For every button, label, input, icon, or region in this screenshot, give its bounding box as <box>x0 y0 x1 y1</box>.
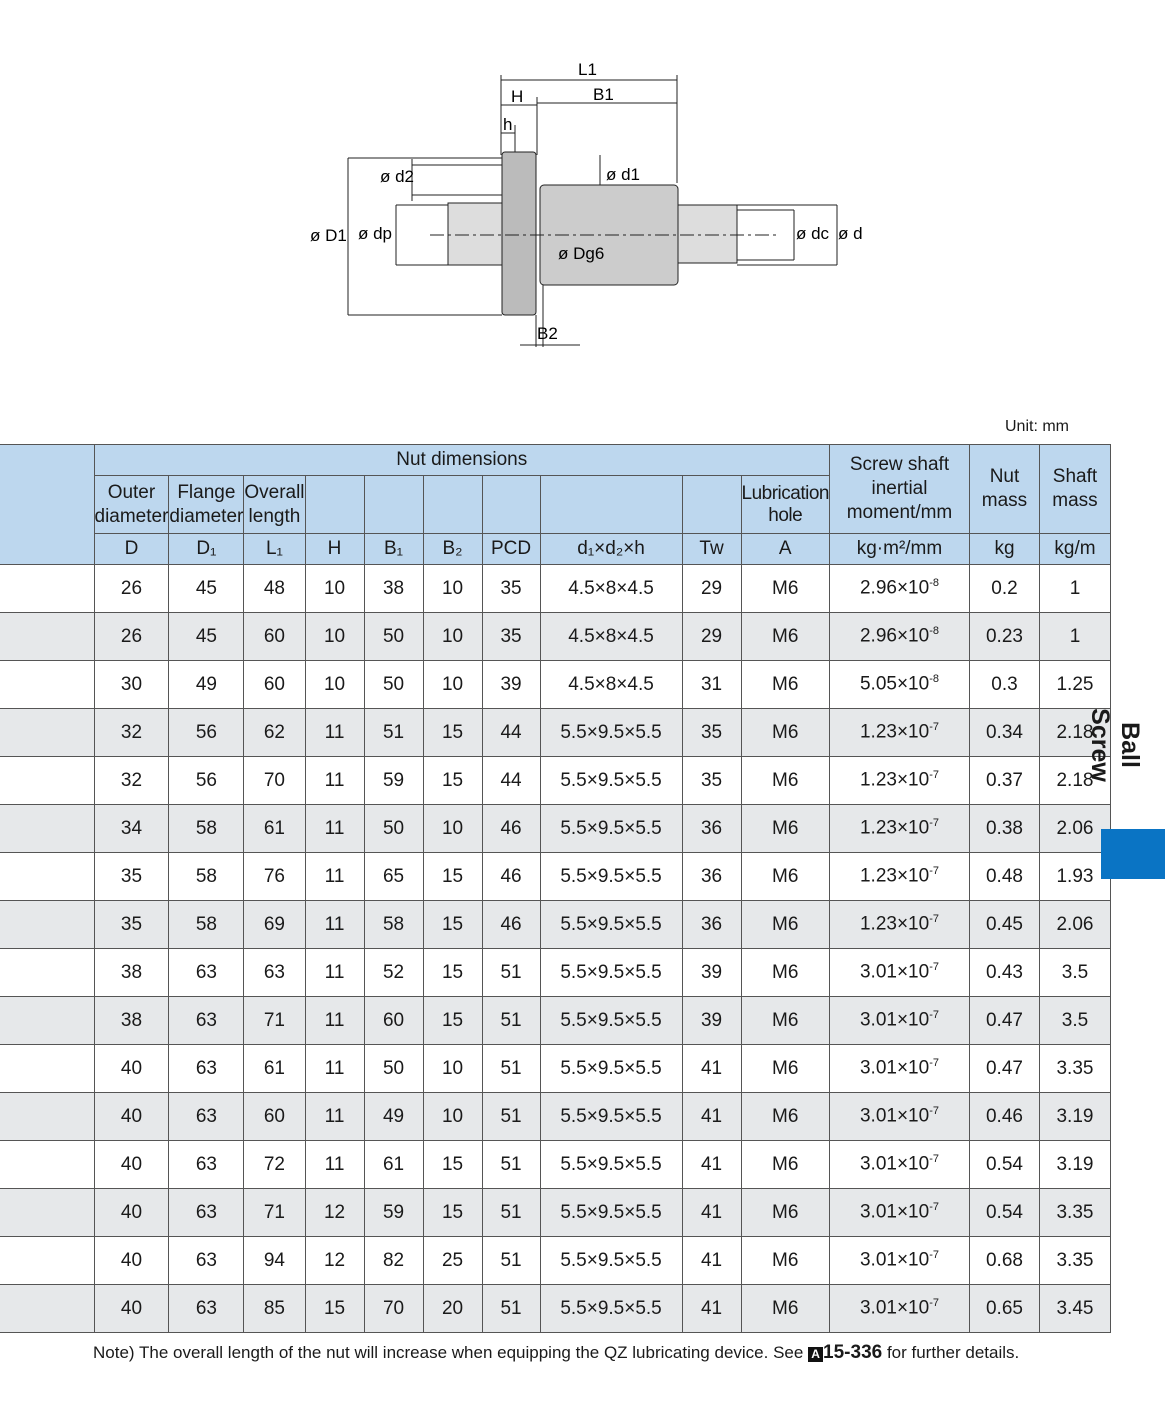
table-cell: 32 <box>94 757 169 805</box>
table-cell: 1 <box>1039 613 1110 661</box>
table-cell: 61 <box>244 1045 305 1093</box>
table-cell: 71 <box>244 1189 305 1237</box>
table-cell: 39 <box>682 949 741 997</box>
table-cell: 59 <box>364 1189 423 1237</box>
dim-D1: ø D1 <box>310 226 347 245</box>
table-cell: 51 <box>482 1189 540 1237</box>
table-cell: 12 <box>305 1237 364 1285</box>
table-cell: 5.5×9.5×5.5 <box>540 949 682 997</box>
table-cell: 0.45 <box>969 901 1039 949</box>
table-cell: 36 <box>682 805 741 853</box>
table-row <box>0 805 1110 853</box>
table-cell: 15 <box>423 1189 482 1237</box>
table-cell: 2.18 <box>1039 709 1110 757</box>
table-cell: 35 <box>482 613 540 661</box>
table-cell: 63 <box>169 1141 244 1189</box>
header-shaft-mass: Shaft mass <box>1039 445 1110 534</box>
table-cell: 3.35 <box>1039 1237 1110 1285</box>
table-cell: 15 <box>423 901 482 949</box>
table-cell: 3.35 <box>1039 1045 1110 1093</box>
table-cell: 29 <box>682 565 741 613</box>
table-cell: 5.5×9.5×5.5 <box>540 1285 682 1333</box>
table-cell: 40 <box>94 1093 169 1141</box>
table-cell: 3.45 <box>1039 1285 1110 1333</box>
table-cell: $1.23\times 10^{-7}$ <box>829 709 969 757</box>
header-symbol: B₂ <box>423 534 482 565</box>
table-cell: 0.37 <box>969 757 1039 805</box>
table-row <box>0 997 1110 1045</box>
table-cell: 58 <box>364 901 423 949</box>
table-cell: 0.43 <box>969 949 1039 997</box>
table-cell: 5.5×9.5×5.5 <box>540 853 682 901</box>
table-cell: M6 <box>741 709 829 757</box>
header-nut-mass: Nut mass <box>969 445 1039 534</box>
table-cell: 56 <box>169 709 244 757</box>
table-cell: 5.5×9.5×5.5 <box>540 1237 682 1285</box>
header-overall: Overall length <box>244 476 305 534</box>
table-cell: 35 <box>482 565 540 613</box>
table-cell: 38 <box>364 565 423 613</box>
row-lead <box>0 709 94 757</box>
table-cell: 60 <box>244 1093 305 1141</box>
table-cell: 29 <box>682 613 741 661</box>
table-cell: M6 <box>741 1189 829 1237</box>
table-cell: 1 <box>1039 565 1110 613</box>
table-cell: 65 <box>364 853 423 901</box>
table-cell: 38 <box>94 949 169 997</box>
table-cell: 63 <box>169 1285 244 1333</box>
table-cell: 50 <box>364 613 423 661</box>
table-cell: 34 <box>94 805 169 853</box>
table-cell: 48 <box>244 565 305 613</box>
table-cell: 10 <box>305 613 364 661</box>
table-cell: 11 <box>305 901 364 949</box>
table-cell: M6 <box>741 853 829 901</box>
table-cell: 60 <box>244 661 305 709</box>
table-cell: 32 <box>94 709 169 757</box>
table-row <box>0 901 1110 949</box>
table-cell: 50 <box>364 1045 423 1093</box>
table-cell: 38 <box>94 997 169 1045</box>
dim-d2: ø d2 <box>380 167 415 186</box>
table-cell: 62 <box>244 709 305 757</box>
table-cell: 69 <box>244 901 305 949</box>
table-cell: M6 <box>741 565 829 613</box>
dim-Dg6: ø Dg6 <box>558 244 605 263</box>
row-lead <box>0 1141 94 1189</box>
table-cell: 3.19 <box>1039 1141 1110 1189</box>
table-cell: M6 <box>741 661 829 709</box>
table-cell: 4.5×8×4.5 <box>540 661 682 709</box>
dim-d: ø d <box>838 224 863 243</box>
table-cell: $3.01\times 10^{-7}$ <box>829 1237 969 1285</box>
row-lead <box>0 1237 94 1285</box>
dim-dc: ø dc <box>796 224 830 243</box>
header-symbol: D <box>94 534 169 565</box>
table-cell: M6 <box>741 1093 829 1141</box>
header-outer: Outer diameter <box>94 476 169 534</box>
table-cell: 11 <box>305 1093 364 1141</box>
table-cell: 5.5×9.5×5.5 <box>540 757 682 805</box>
table-cell: $3.01\times 10^{-7}$ <box>829 1141 969 1189</box>
table-cell: 11 <box>305 709 364 757</box>
table-cell: 35 <box>682 757 741 805</box>
ref-link[interactable]: 15-336 <box>823 1342 883 1363</box>
header-lub: Lubrication hole <box>741 476 829 534</box>
table-cell: 10 <box>423 1093 482 1141</box>
table-cell: 5.5×9.5×5.5 <box>540 1141 682 1189</box>
table-cell: 3.35 <box>1039 1189 1110 1237</box>
table-cell: 82 <box>364 1237 423 1285</box>
table-cell: 11 <box>305 805 364 853</box>
table-cell: 15 <box>423 853 482 901</box>
table-cell: 60 <box>244 613 305 661</box>
table-cell: 63 <box>169 949 244 997</box>
table-cell: 49 <box>169 661 244 709</box>
table-cell: $3.01\times 10^{-7}$ <box>829 1189 969 1237</box>
table-cell: 1.25 <box>1039 661 1110 709</box>
table-cell: 46 <box>482 805 540 853</box>
table-cell: 51 <box>482 1285 540 1333</box>
table-cell: $3.01\times 10^{-7}$ <box>829 1045 969 1093</box>
table-cell: M6 <box>741 1045 829 1093</box>
table-row <box>0 613 1110 661</box>
table-cell: M6 <box>741 949 829 997</box>
table-cell: 63 <box>169 1189 244 1237</box>
table-cell: 3.5 <box>1039 997 1110 1045</box>
table-cell: 0.2 <box>969 565 1039 613</box>
table-cell: M6 <box>741 997 829 1045</box>
row-lead <box>0 565 94 613</box>
table-cell: M6 <box>741 757 829 805</box>
table-row <box>0 1045 1110 1093</box>
table-cell: 51 <box>482 949 540 997</box>
ref-icon: A <box>808 1347 823 1362</box>
table-row <box>0 1141 1110 1189</box>
table-cell: 10 <box>423 565 482 613</box>
table-cell: M6 <box>741 613 829 661</box>
table-cell: $3.01\times 10^{-7}$ <box>829 949 969 997</box>
header-nut-dimensions: Nut dimensions <box>94 445 829 476</box>
table-cell: 40 <box>94 1285 169 1333</box>
table-cell: 39 <box>682 997 741 1045</box>
note: Note) The overall length of the nut will increase when equipping the QZ lubricating device. See A 15-336 for further details. <box>93 1342 1020 1363</box>
table-cell: 4.5×8×4.5 <box>540 613 682 661</box>
table-cell: 40 <box>94 1141 169 1189</box>
table-cell: 51 <box>482 1093 540 1141</box>
table-cell: 52 <box>364 949 423 997</box>
table-cell: 31 <box>682 661 741 709</box>
table-cell: 44 <box>482 709 540 757</box>
table-cell: 41 <box>682 1285 741 1333</box>
row-lead <box>0 1285 94 1333</box>
table-cell: 49 <box>364 1093 423 1141</box>
table-cell: 63 <box>169 1237 244 1285</box>
table-cell: 35 <box>94 853 169 901</box>
table-cell: 0.47 <box>969 997 1039 1045</box>
row-lead <box>0 853 94 901</box>
table-cell: 46 <box>482 901 540 949</box>
table-cell: 44 <box>482 757 540 805</box>
table-cell: 46 <box>482 853 540 901</box>
table-cell: 15 <box>423 949 482 997</box>
table-cell: $1.23\times 10^{-7}$ <box>829 805 969 853</box>
table-row <box>0 1189 1110 1237</box>
table-cell: 35 <box>94 901 169 949</box>
table-cell: 76 <box>244 853 305 901</box>
table-cell: $2.96\times 10^{-8}$ <box>829 565 969 613</box>
table-cell: 40 <box>94 1237 169 1285</box>
table-row <box>0 661 1110 709</box>
table-cell: $1.23\times 10^{-7}$ <box>829 901 969 949</box>
side-tab <box>1101 829 1165 879</box>
table-cell: 85 <box>244 1285 305 1333</box>
table-cell: 0.23 <box>969 613 1039 661</box>
table-cell: $3.01\times 10^{-7}$ <box>829 1285 969 1333</box>
table-cell: M6 <box>741 1141 829 1189</box>
table-row <box>0 757 1110 805</box>
table-cell: 63 <box>169 1045 244 1093</box>
header-symbol: kg·m²/mm <box>829 534 969 565</box>
table-cell: $5.05\times 10^{-8}$ <box>829 661 969 709</box>
table-cell: 56 <box>169 757 244 805</box>
dim-B2: B2 <box>537 324 558 343</box>
table-cell: 36 <box>682 853 741 901</box>
nut-dimensions-table <box>0 444 1111 1333</box>
table-cell: M6 <box>741 805 829 853</box>
table-cell: 5.5×9.5×5.5 <box>540 1189 682 1237</box>
table-cell: 10 <box>423 1045 482 1093</box>
row-lead <box>0 901 94 949</box>
row-lead <box>0 805 94 853</box>
row-lead <box>0 997 94 1045</box>
side-label: Ball Screw <box>1086 708 1144 782</box>
table-row <box>0 1093 1110 1141</box>
dim-d1: ø d1 <box>606 165 641 184</box>
table-cell: 51 <box>482 1141 540 1189</box>
table-cell: 5.5×9.5×5.5 <box>540 901 682 949</box>
table-cell: 63 <box>244 949 305 997</box>
table-cell: 41 <box>682 1045 741 1093</box>
table-cell: 5.5×9.5×5.5 <box>540 709 682 757</box>
header-symbol: Tw <box>682 534 741 565</box>
row-lead <box>0 613 94 661</box>
header-inertia: Screw shaft inertial moment/mm <box>829 445 969 534</box>
table-cell: 2.06 <box>1039 901 1110 949</box>
table-row <box>0 565 1110 613</box>
table-cell: 2.06 <box>1039 805 1110 853</box>
table-cell: 63 <box>169 1093 244 1141</box>
table-cell: 41 <box>682 1237 741 1285</box>
table-cell: 51 <box>482 997 540 1045</box>
table-cell: 10 <box>423 613 482 661</box>
table-cell: 61 <box>364 1141 423 1189</box>
table-cell: 0.48 <box>969 853 1039 901</box>
table-cell: 11 <box>305 853 364 901</box>
table-cell: 5.5×9.5×5.5 <box>540 997 682 1045</box>
table-cell: 25 <box>423 1237 482 1285</box>
table-cell: 71 <box>244 997 305 1045</box>
dim-dp: ø dp <box>358 224 393 243</box>
table-cell: 10 <box>305 661 364 709</box>
dim-B1: B1 <box>593 85 614 104</box>
dim-H: H <box>511 87 524 106</box>
table-cell: $1.23\times 10^{-7}$ <box>829 757 969 805</box>
header-symbol: D₁ <box>169 534 244 565</box>
table-row <box>0 853 1110 901</box>
table-cell: 30 <box>94 661 169 709</box>
table-cell: 10 <box>423 661 482 709</box>
table-cell: 58 <box>169 853 244 901</box>
table-cell: 0.47 <box>969 1045 1039 1093</box>
row-lead <box>0 1093 94 1141</box>
table-cell: 0.34 <box>969 709 1039 757</box>
table-cell: 59 <box>364 757 423 805</box>
table-cell: 5.5×9.5×5.5 <box>540 805 682 853</box>
table-cell: $1.23\times 10^{-7}$ <box>829 853 969 901</box>
table-cell: 41 <box>682 1093 741 1141</box>
table-cell: 11 <box>305 997 364 1045</box>
table-cell: 50 <box>364 661 423 709</box>
table-cell: M6 <box>741 901 829 949</box>
table-cell: 58 <box>169 901 244 949</box>
table-cell: 5.5×9.5×5.5 <box>540 1045 682 1093</box>
table-cell: 60 <box>364 997 423 1045</box>
header-symbol: d₁×d₂×h <box>540 534 682 565</box>
table-cell: 40 <box>94 1189 169 1237</box>
table-cell: $3.01\times 10^{-7}$ <box>829 997 969 1045</box>
table-cell: 11 <box>305 1045 364 1093</box>
table-cell: 0.38 <box>969 805 1039 853</box>
table-cell: 15 <box>423 757 482 805</box>
table-cell: 10 <box>305 565 364 613</box>
table-row <box>0 709 1110 757</box>
table-cell: 11 <box>305 757 364 805</box>
table-cell: M6 <box>741 1237 829 1285</box>
table-cell: 70 <box>244 757 305 805</box>
table-cell: 63 <box>169 997 244 1045</box>
table-cell: 0.3 <box>969 661 1039 709</box>
ball-screw-nut-drawing <box>300 55 880 355</box>
table-cell: 10 <box>423 805 482 853</box>
table-cell: 15 <box>305 1285 364 1333</box>
dim-h: h <box>503 115 513 134</box>
table-cell: 41 <box>682 1189 741 1237</box>
header-symbol: kg <box>969 534 1039 565</box>
table-cell: 3.5 <box>1039 949 1110 997</box>
row-lead <box>0 1045 94 1093</box>
table-cell: 61 <box>244 805 305 853</box>
header-symbol: kg/m <box>1039 534 1110 565</box>
table-cell: 58 <box>169 805 244 853</box>
header-symbol: H <box>305 534 364 565</box>
table-cell: $2.96\times 10^{-8}$ <box>829 613 969 661</box>
table-row <box>0 1237 1110 1285</box>
table-cell: 0.54 <box>969 1141 1039 1189</box>
unit-label: Unit: mm <box>1005 418 1069 435</box>
table-cell: 11 <box>305 1141 364 1189</box>
table-cell: 35 <box>682 709 741 757</box>
table-cell: 51 <box>482 1237 540 1285</box>
row-lead <box>0 1189 94 1237</box>
table-cell: M6 <box>741 1285 829 1333</box>
table-row <box>0 949 1110 997</box>
table-cell: 94 <box>244 1237 305 1285</box>
dim-L1: L1 <box>578 60 597 79</box>
table-cell: 50 <box>364 805 423 853</box>
table-cell: 11 <box>305 949 364 997</box>
table-cell: 5.5×9.5×5.5 <box>540 1093 682 1141</box>
table-cell: 0.46 <box>969 1093 1039 1141</box>
table-cell: 45 <box>169 613 244 661</box>
table-cell: 45 <box>169 565 244 613</box>
header-lead <box>0 445 94 565</box>
table-cell: 20 <box>423 1285 482 1333</box>
table-cell: 15 <box>423 1141 482 1189</box>
table-cell: 15 <box>423 997 482 1045</box>
table-cell: 26 <box>94 613 169 661</box>
table-row <box>0 1285 1110 1333</box>
table-cell: 51 <box>364 709 423 757</box>
table-cell: 39 <box>482 661 540 709</box>
table-cell: 41 <box>682 1141 741 1189</box>
table-cell: 0.65 <box>969 1285 1039 1333</box>
row-lead <box>0 757 94 805</box>
header-symbol: PCD <box>482 534 540 565</box>
table-cell: 3.19 <box>1039 1093 1110 1141</box>
table-cell: 51 <box>482 1045 540 1093</box>
table-cell: 15 <box>423 709 482 757</box>
table-cell: 0.54 <box>969 1189 1039 1237</box>
table-cell: 72 <box>244 1141 305 1189</box>
table-cell: 2.18 <box>1039 757 1110 805</box>
header-symbol: A <box>741 534 829 565</box>
header-symbol: B₁ <box>364 534 423 565</box>
table-cell: 36 <box>682 901 741 949</box>
table-cell: 1.93 <box>1039 853 1110 901</box>
table-cell: $3.01\times 10^{-7}$ <box>829 1093 969 1141</box>
header-symbol: L₁ <box>244 534 305 565</box>
table-cell: 40 <box>94 1045 169 1093</box>
row-lead <box>0 949 94 997</box>
table-cell: 0.68 <box>969 1237 1039 1285</box>
header-flange: Flange diameter <box>169 476 244 534</box>
row-lead <box>0 661 94 709</box>
table-cell: 26 <box>94 565 169 613</box>
table-cell: 4.5×8×4.5 <box>540 565 682 613</box>
table-cell: 70 <box>364 1285 423 1333</box>
table-cell: 12 <box>305 1189 364 1237</box>
